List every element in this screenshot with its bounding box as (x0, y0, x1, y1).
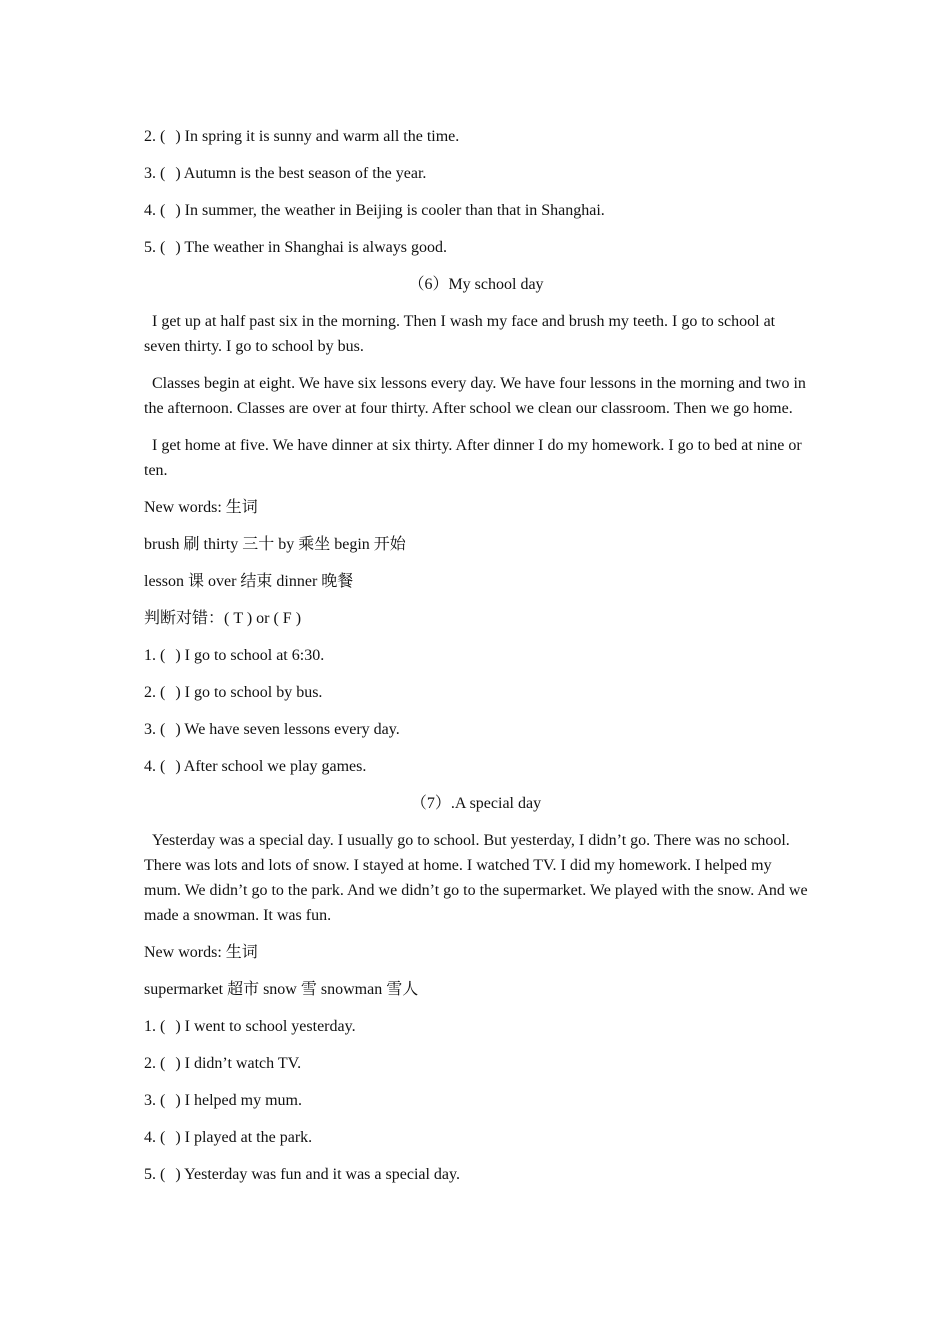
question-item: 5. ( ) Yesterday was fun and it was a special day. (144, 1166, 460, 1183)
question-item: 1. ( ) I go to school at 6:30. (144, 647, 325, 664)
new-words-label: New words: 生词 (144, 944, 258, 961)
reading-paragraph: I get home at five. We have dinner at six thirty. After dinner I do my homework. I go to bed at nine or ten. (144, 437, 802, 479)
reading-paragraph: Classes begin at eight. We have six lessons every day. We have four lessons in the morning and two in the afternoon. Classes are over at four thirty. After school we clean our classroom. Then we go home. (144, 375, 806, 417)
question-item: 2. ( ) I go to school by bus. (144, 684, 323, 701)
question-item: 2. ( ) I didn’t watch TV. (144, 1055, 302, 1072)
instruction: 判断对错：( T ) or ( F ) (144, 610, 302, 627)
question-item: 3. ( ) We have seven lessons every day. (144, 721, 400, 738)
question-item: 4. ( ) After school we play games. (144, 758, 367, 775)
question-item: 1. ( ) I went to school yesterday. (144, 1018, 356, 1035)
question-item: 3. ( ) Autumn is the best season of the year. (144, 165, 427, 182)
vocab-line: lesson 课 over 结束 dinner 晚餐 (144, 573, 354, 590)
document-content (144, 124, 808, 1199)
vocab-line: supermarket 超市 snow 雪 snowman 雪人 (144, 981, 419, 998)
question-item: 3. ( ) I helped my mum. (144, 1092, 302, 1109)
question-item: 4. ( ) I played at the park. (144, 1129, 313, 1146)
section-title: （7）.A special day (410, 795, 542, 812)
section-title: （6）My school day (408, 276, 544, 293)
vocab-line: brush 刷 thirty 三十 by 乘坐 begin 开始 (144, 536, 406, 553)
question-item: 5. ( ) The weather in Shanghai is always good. (144, 239, 447, 256)
reading-paragraph: I get up at half past six in the morning. Then I wash my face and brush my teeth. I go to school at seven thirty. I go to school by bus. (144, 313, 776, 355)
question-item: 4. ( ) In summer, the weather in Beijing is cooler than that in Shanghai. (144, 202, 605, 219)
reading-paragraph: Yesterday was a special day. I usually go to school. But yesterday, I didn’t go. There was no school. There was lots and lots of snow. I stayed at home. I watched TV. I did my homework. I helped my mum. We didn’t go to the park. And we didn’t go to the supermarket. We played with the snow. And we made a snowman. It was fun. (144, 832, 808, 924)
question-item: 2. ( ) In spring it is sunny and warm all the time. (144, 128, 460, 145)
new-words-label: New words: 生词 (144, 499, 258, 516)
